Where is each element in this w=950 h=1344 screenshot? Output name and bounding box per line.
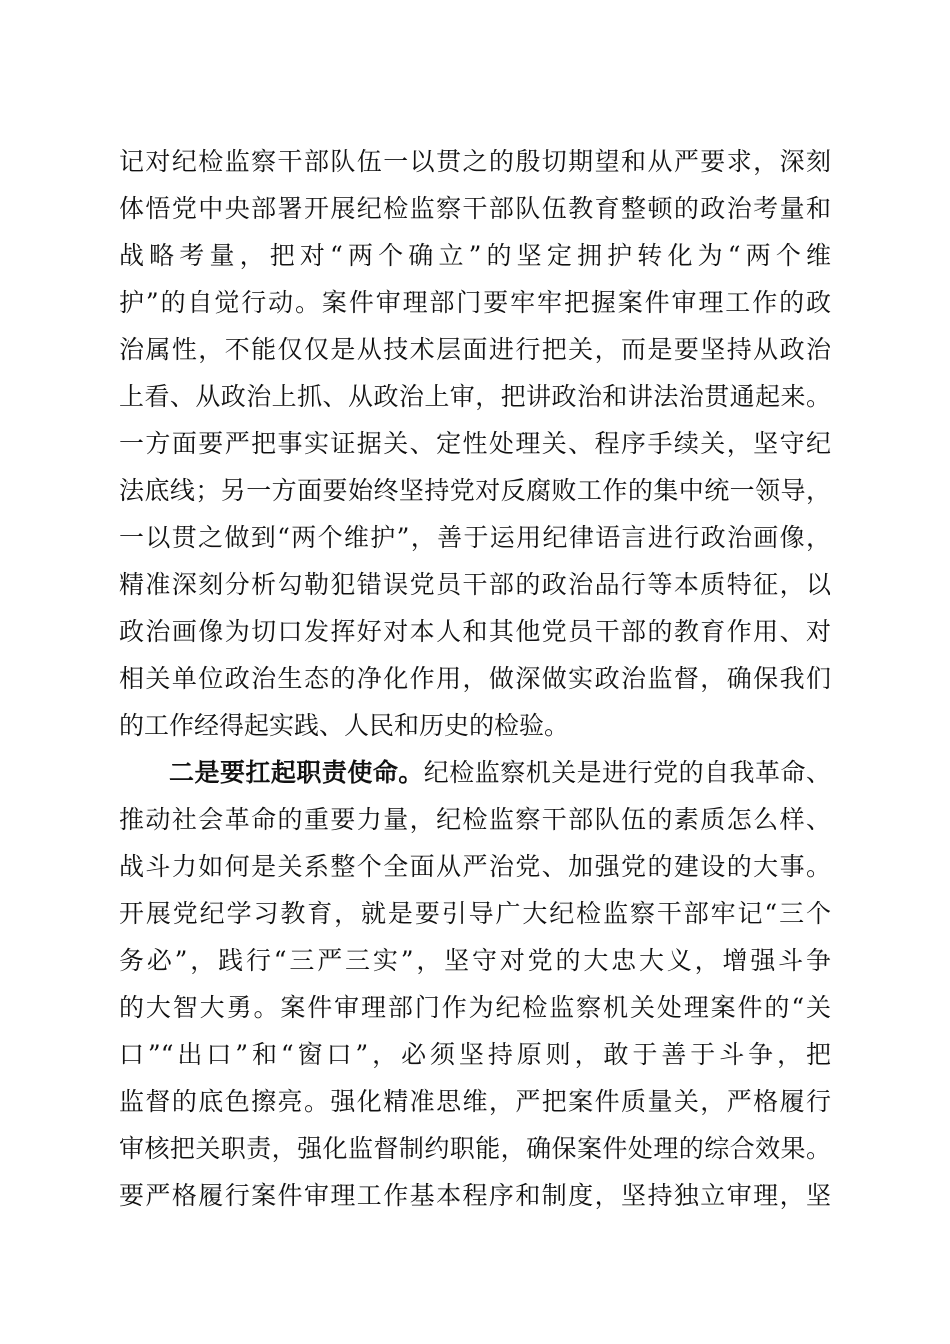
paragraph-2-line-9: 审核把关职责，强化监督制约职能，确保案件处理的综合效果。 — [119, 1134, 831, 1163]
paragraph-1-line-4: 护”的自觉行动。案件审理部门要牢牢把握案件审理工作的政 — [119, 288, 831, 317]
paragraph-1-line-2: 体悟党中央部署开展纪检监察干部队伍教育整顿的政治考量和 — [119, 194, 831, 223]
paragraph-2-line-1-text: 纪检监察机关是进行党的自我革命、 — [423, 758, 831, 787]
paragraph-2-line-5: 务必”，践行“三严三实”，坚守对党的大忠大义，增强斗争 — [119, 946, 831, 975]
paragraph-1-line-10: 精准深刻分析勾勒犯错误党员干部的政治品行等本质特征，以 — [119, 570, 831, 599]
paragraph-2-line-6: 的大智大勇。案件审理部门作为纪检监察机关处理案件的“关 — [119, 993, 831, 1022]
paragraph-1-line-12: 相关单位政治生态的净化作用，做深做实政治监督，确保我们 — [119, 664, 831, 693]
paragraph-2-line-3: 战斗力如何是关系整个全面从严治党、加强党的建设的大事。 — [119, 852, 831, 881]
paragraph-2-line-8: 监督的底色擦亮。强化精准思维，严把案件质量关，严格履行 — [119, 1087, 831, 1116]
paragraph-1-line-9: 一以贯之做到“两个维护”，善于运用纪律语言进行政治画像， — [119, 523, 831, 552]
paragraph-1-line-8: 法底线；另一方面要始终坚持党对反腐败工作的集中统一领导， — [119, 476, 831, 505]
paragraph-2-line-7: 口”“出口”和“窗口”，必须坚持原则，敢于善于斗争，把 — [119, 1040, 831, 1069]
paragraph-2-heading: 二是要扛起职责使命。 — [169, 758, 424, 787]
paragraph-1-line-3: 战略考量，把对“两个确立”的坚定拥护转化为“两个维 — [119, 241, 831, 270]
paragraph-1-line-5: 治属性，不能仅仅是从技术层面进行把关，而是要坚持从政治 — [119, 335, 831, 364]
paragraph-2-line-1 — [169, 749, 831, 797]
paragraph-2-line-2: 推动社会革命的重要力量，纪检监察干部队伍的素质怎么样、 — [119, 805, 831, 834]
paragraph-2-line-10: 要严格履行案件审理工作基本程序和制度，坚持独立审理，坚 — [119, 1181, 831, 1210]
paragraph-1-line-7: 一方面要严把事实证据关、定性处理关、程序手续关，坚守纪 — [119, 429, 831, 458]
paragraph-1-line-11: 政治画像为切口发挥好对本人和其他党员干部的教育作用、对 — [119, 617, 831, 646]
paragraph-1-line-13: 的工作经得起实践、人民和历史的检验。 — [119, 711, 570, 740]
paragraph-2-line-4: 开展党纪学习教育，就是要引导广大纪检监察干部牢记“三个 — [119, 899, 831, 928]
paragraph-1-line-1: 记对纪检监察干部队伍一以贯之的殷切期望和从严要求，深刻 — [119, 147, 831, 176]
paragraph-1-line-6: 上看、从政治上抓、从政治上审，把讲政治和讲法治贯通起来。 — [119, 382, 831, 411]
